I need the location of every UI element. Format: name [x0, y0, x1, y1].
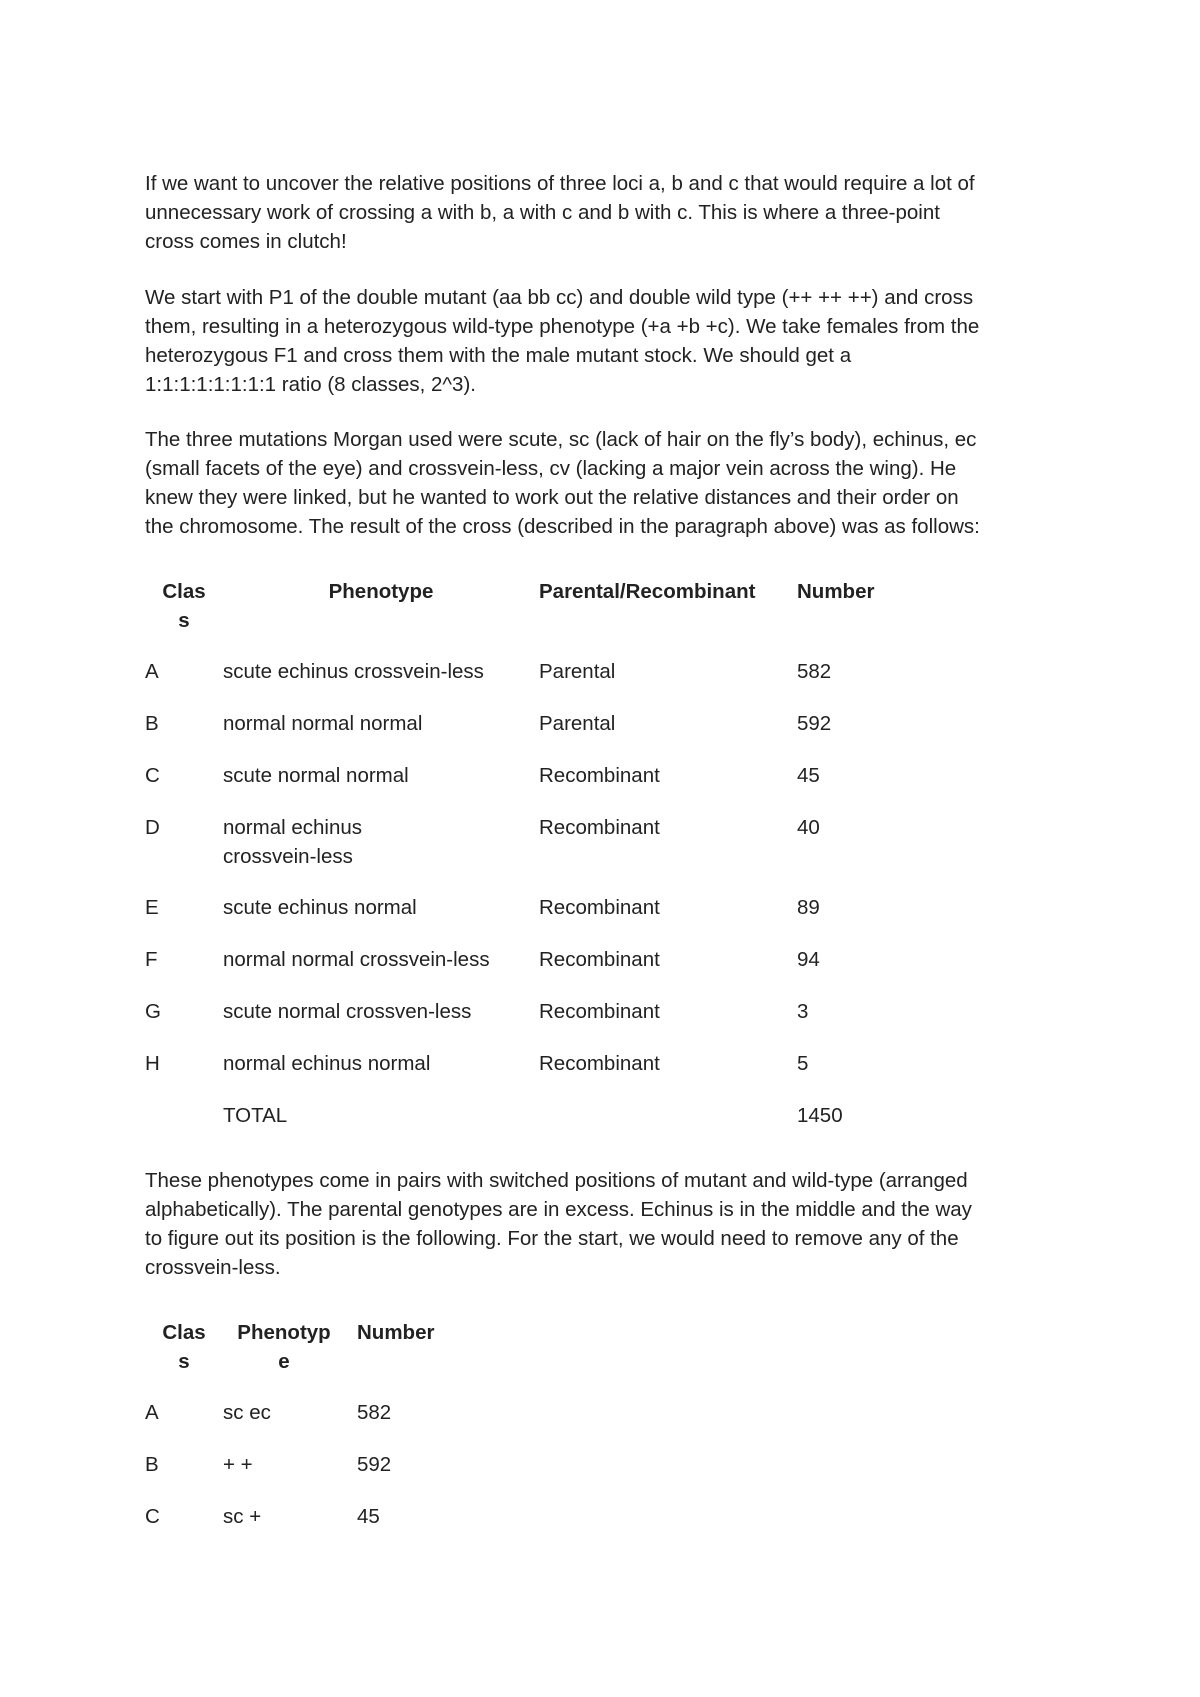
cell-class: A: [145, 1401, 159, 1424]
header-class: Clas s: [162, 1321, 206, 1373]
text-line: heterozygous F1 and cross them with the male mutant stock. We should get a: [145, 344, 852, 367]
cell-class: B: [145, 1453, 159, 1476]
text-line: the chromosome. The result of the cross (described in the paragraph above) was as follows:: [145, 515, 980, 538]
cell-phenotype: scute normal normal: [223, 764, 409, 787]
cell-type: Recombinant: [539, 896, 660, 919]
table-row: [145, 813, 947, 893]
cell-class: C: [145, 764, 160, 787]
cell-type: Parental: [539, 712, 616, 735]
cell-class: [145, 1101, 223, 1153]
cell-phenotype: scute echinus crossvein-less: [223, 660, 484, 683]
cell-number: 582: [357, 1401, 392, 1424]
text-line: knew they were linked, but he wanted to work out the relative distances and their order on: [145, 486, 959, 509]
cell-class: A: [145, 660, 159, 683]
table-header-row: [145, 1318, 467, 1398]
cell-phenotype: normal echinus normal: [223, 1052, 431, 1075]
text-line: to figure out its position is the following. For the start, we would need to remove any of the: [145, 1227, 959, 1250]
cell-number: 45: [797, 764, 820, 787]
table-row: [145, 761, 947, 813]
cross-results-table: [145, 577, 947, 1153]
cell-phenotype: scute normal crossven-less: [223, 1000, 472, 1023]
text-line: them, resulting in a heterozygous wild-type phenotype (+a +b +c). We take females from the: [145, 315, 980, 338]
header-number: Number: [357, 1321, 435, 1344]
table-total-row: [145, 1101, 947, 1153]
table-row: [145, 945, 947, 997]
text-line: We start with P1 of the double mutant (aa bb cc) and double wild type (++ ++ ++) and cross: [145, 286, 974, 309]
cell-number: 40: [797, 816, 820, 839]
cell-class: H: [145, 1052, 160, 1075]
cell-type: Recombinant: [539, 1052, 660, 1075]
cell-type: Parental: [539, 660, 616, 683]
table-row: [145, 1398, 467, 1450]
cell-number: 582: [797, 660, 832, 683]
reduced-table: [145, 1318, 467, 1554]
cell-number: 45: [357, 1505, 380, 1528]
cell-number: 592: [797, 712, 832, 735]
table-row: [145, 657, 947, 709]
cell-type: Recombinant: [539, 764, 660, 787]
cell-number: 5: [797, 1052, 809, 1075]
cell-phenotype: sc ec: [223, 1401, 271, 1424]
cell-phenotype: normal normal normal: [223, 712, 423, 735]
text-line: 1:1:1:1:1:1:1:1 ratio (8 classes, 2^3).: [145, 373, 476, 396]
intro-paragraph: [145, 169, 1065, 256]
cell-class: E: [145, 896, 159, 919]
cell-phenotype: + +: [223, 1453, 253, 1476]
cell-type: Recombinant: [539, 1000, 660, 1023]
header-number: Number: [797, 580, 875, 603]
cell-type: [539, 1101, 797, 1153]
cell-phenotype: normal echinus crossvein-less: [223, 816, 363, 868]
text-line: If we want to uncover the relative positions of three loci a, b and c that would require a lot of: [145, 172, 975, 195]
table-header-row: [145, 577, 947, 657]
header-class: Clas s: [162, 580, 206, 632]
table-row: [145, 1450, 467, 1502]
header-phenotype: Phenotyp e: [237, 1321, 331, 1373]
header-parental-recombinant: Parental/Recombinant: [539, 580, 756, 603]
cell-class: C: [145, 1505, 160, 1528]
table-row: [145, 997, 947, 1049]
cell-total-label: TOTAL: [223, 1104, 288, 1127]
table-row: [145, 709, 947, 761]
cell-class: D: [145, 816, 160, 839]
cell-number: 89: [797, 896, 820, 919]
text-line: unnecessary work of crossing a with b, a with c and b with c. This is where a three-point: [145, 201, 940, 224]
mutations-paragraph: [145, 425, 1065, 541]
header-phenotype: Phenotype: [328, 580, 434, 603]
cell-class: F: [145, 948, 158, 971]
text-line: These phenotypes come in pairs with switched positions of mutant and wild-type (arranged: [145, 1169, 968, 1192]
cell-type: Recombinant: [539, 948, 660, 971]
table-row: [145, 1502, 467, 1554]
cell-class: B: [145, 712, 159, 735]
cell-number: 94: [797, 948, 820, 971]
table-row: [145, 1049, 947, 1101]
cell-total-number: 1450: [797, 1104, 843, 1127]
text-line: alphabetically). The parental genotypes are in excess. Echinus is in the middle and the way: [145, 1198, 972, 1221]
method-paragraph: [145, 283, 1065, 399]
cell-number: 3: [797, 1000, 809, 1023]
text-line: crossvein-less.: [145, 1256, 281, 1279]
cell-number: 592: [357, 1453, 392, 1476]
text-line: The three mutations Morgan used were scute, sc (lack of hair on the fly’s body), echinus, ec: [145, 428, 977, 451]
text-line: (small facets of the eye) and crossvein-less, cv (lacking a major vein across the wing). He: [145, 457, 957, 480]
cell-phenotype: sc +: [223, 1505, 262, 1528]
text-line: cross comes in clutch!: [145, 230, 347, 253]
cell-phenotype: normal normal crossvein-less: [223, 948, 490, 971]
cell-phenotype: scute echinus normal: [223, 896, 417, 919]
cell-type: Recombinant: [539, 816, 660, 839]
cell-class: G: [145, 1000, 161, 1023]
analysis-paragraph: [145, 1166, 1065, 1282]
table-row: [145, 893, 947, 945]
